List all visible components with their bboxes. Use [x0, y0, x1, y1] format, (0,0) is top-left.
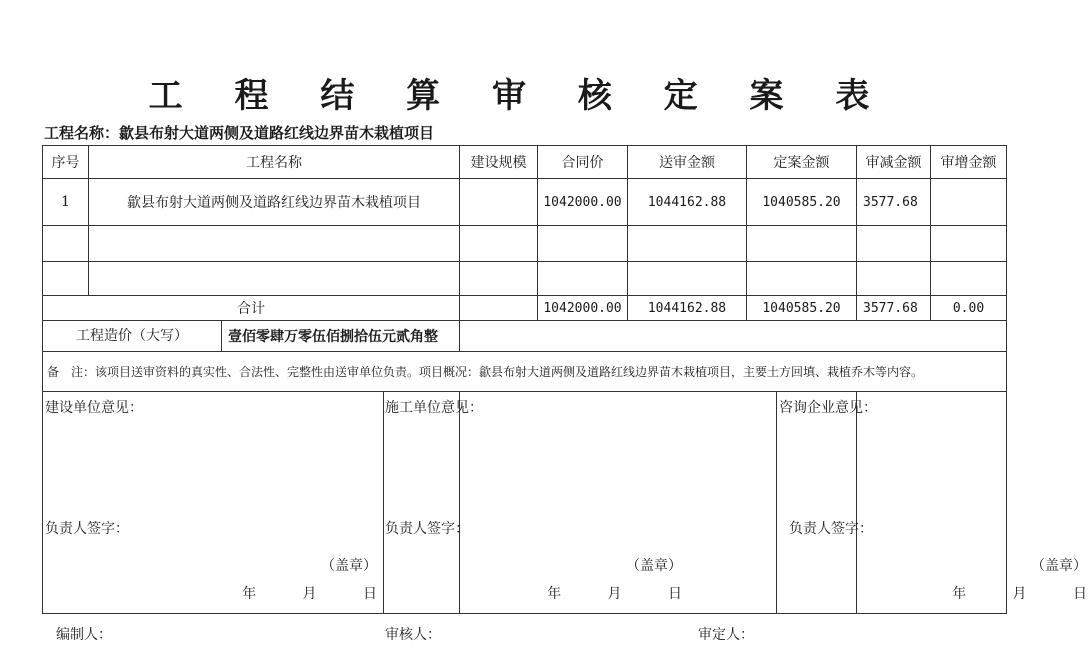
year-label: 年 — [242, 586, 257, 602]
year-label: 年 — [547, 586, 562, 602]
empty-cell — [857, 226, 931, 262]
row-index-cell: 1 — [43, 179, 89, 226]
reviewer-label: 审核人： — [385, 627, 441, 643]
empty-cell — [857, 262, 931, 296]
opinion-heading: 咨询企业意见： — [779, 400, 877, 416]
total-row — [43, 296, 1007, 321]
cost-row — [43, 321, 1007, 352]
table-row — [43, 262, 1007, 296]
cost-in-words: 壹佰零肆万零伍佰捌拾伍元贰角整 — [228, 329, 438, 345]
empty-cell — [931, 226, 1007, 262]
cost-blank — [460, 321, 1007, 352]
header-cell: 送审金额 — [628, 146, 747, 179]
cost-label: 工程造价（大写） — [43, 321, 222, 351]
approver-label: 审定人： — [698, 627, 754, 643]
remarks: 备 注：该项目送审资料的真实性、合法性、完整性由送审单位负责。项目概况：歙县布射大道两侧及道路红线边界苗木栽植项目，主要土方回填、栽植乔木等内容。 — [43, 352, 1007, 392]
month-label: 月 — [1012, 586, 1027, 602]
total-increased: 0.00 — [931, 296, 1007, 321]
header-cell: 合同价 — [538, 146, 628, 179]
total-reduced: 3577.68 — [857, 296, 931, 321]
table-row — [43, 179, 1007, 226]
date-line — [910, 583, 1087, 603]
header-cell: 工程名称 — [89, 146, 460, 179]
empty-cell — [538, 262, 628, 296]
project-name-line: 工程名称：歙县布射大道两侧及道路红线边界苗木栽植项目 — [44, 124, 435, 142]
empty-cell — [628, 226, 747, 262]
month-label: 月 — [302, 586, 317, 602]
opinion-heading: 施工单位意见： — [385, 400, 483, 416]
header-cell: 定案金额 — [747, 146, 857, 179]
consulting-opinion — [777, 392, 1089, 614]
empty-cell — [43, 262, 89, 296]
seal-label: （盖章） — [1031, 558, 1087, 574]
signature-label: 负责人签字： — [45, 521, 129, 537]
contractor-opinion — [383, 392, 688, 614]
project-name-cell: 歙县布射大道两侧及道路红线边界苗木栽植项目 — [89, 179, 460, 226]
header-cell: 序号 — [43, 146, 89, 179]
seal-label: （盖章） — [321, 558, 377, 574]
empty-cell — [931, 262, 1007, 296]
table-header-row — [43, 146, 1007, 179]
cost-cell — [43, 321, 460, 352]
settlement-table-wrapper — [42, 145, 1087, 614]
empty-cell — [89, 262, 460, 296]
document-title: 工 程 结 算 审 核 定 案 表 — [148, 76, 890, 116]
contract-price-cell: 1042000.00 — [538, 179, 628, 226]
empty-cell — [43, 226, 89, 262]
header-cell: 建设规模 — [460, 146, 538, 179]
compiler-label: 编制人： — [56, 627, 112, 643]
year-label: 年 — [952, 586, 967, 602]
total-contract: 1042000.00 — [538, 296, 628, 321]
day-label: 日 — [363, 586, 377, 602]
empty-cell — [460, 226, 538, 262]
header-cell: 审增金额 — [931, 146, 1007, 179]
empty-cell — [460, 262, 538, 296]
day-label: 日 — [1073, 586, 1087, 602]
empty-cell — [747, 262, 857, 296]
seal-label: （盖章） — [626, 558, 682, 574]
scale-cell — [460, 179, 538, 226]
total-scale — [460, 296, 538, 321]
header-cell: 审减金额 — [857, 146, 931, 179]
opinion-cell-wrap — [779, 392, 1087, 614]
total-submitted: 1044162.88 — [628, 296, 747, 321]
empty-cell — [747, 226, 857, 262]
submitted-amount-cell: 1044162.88 — [628, 179, 747, 226]
settlement-table — [42, 145, 1087, 614]
construction-unit-opinion — [43, 392, 383, 614]
increased-amount-cell — [931, 179, 1007, 226]
total-approved: 1040585.20 — [747, 296, 857, 321]
total-label: 合计 — [43, 296, 460, 321]
opinion-heading: 建设单位意见： — [45, 400, 143, 416]
date-line — [505, 583, 682, 603]
signature-label: 负责人签字： — [789, 521, 873, 537]
signature-label: 负责人签字： — [385, 521, 469, 537]
month-label: 月 — [607, 586, 622, 602]
note-row — [43, 352, 1007, 392]
opinions-row — [43, 392, 1007, 614]
empty-cell — [538, 226, 628, 262]
empty-cell — [89, 226, 460, 262]
reduced-amount-cell: 3577.68 — [857, 179, 931, 226]
approved-amount-cell: 1040585.20 — [747, 179, 857, 226]
table-row — [43, 226, 1007, 262]
day-label: 日 — [668, 586, 682, 602]
empty-cell — [628, 262, 747, 296]
date-line — [200, 583, 377, 603]
